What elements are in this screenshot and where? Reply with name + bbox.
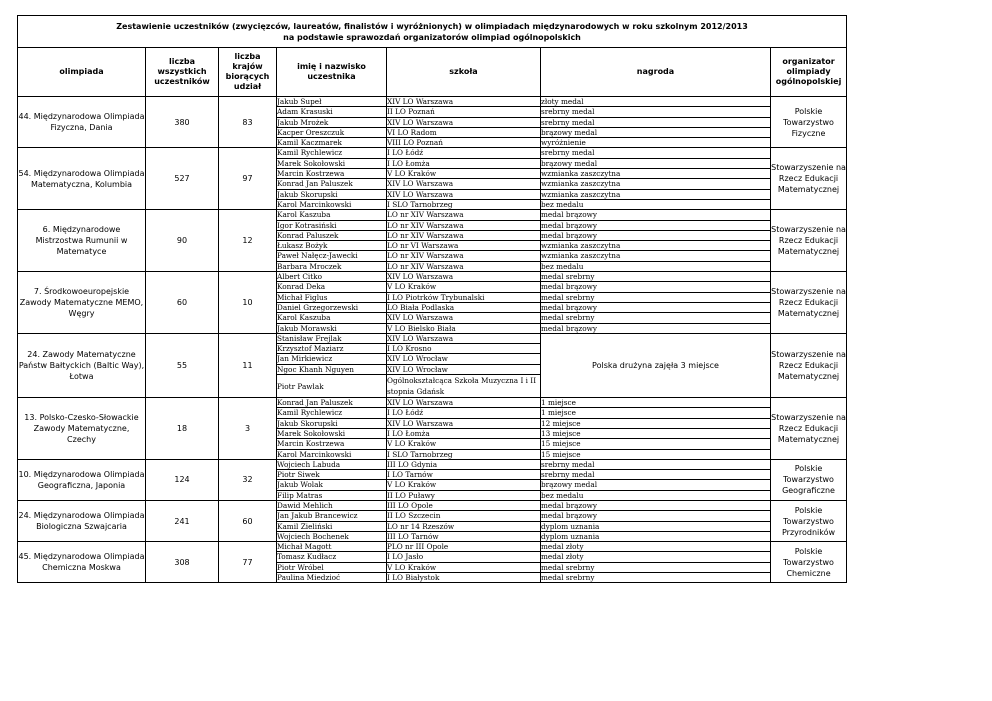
table-row (18, 97, 847, 107)
table-row (18, 148, 847, 158)
participants-count: 527 (146, 148, 219, 210)
participant-school: III LO Opole (387, 500, 541, 510)
participant-award: brązowy medal (541, 127, 771, 137)
olympiad-name: 44. Międzynarodowa Olimpiada Fizyczna, Dania (18, 97, 146, 148)
participant-name: Jakub Skorupski (277, 418, 387, 428)
participant-award: srebrny medal (541, 148, 771, 158)
participant-award: medal srebrny (541, 573, 771, 583)
participant-name: Konrad Deka (277, 282, 387, 292)
participant-name: Marek Sokołowski (277, 428, 387, 438)
participants-count: 308 (146, 542, 219, 583)
organizer-name: Polskie Towarzystwo Przyrodników (771, 500, 847, 541)
participant-name: Dawid Mehlich (277, 500, 387, 510)
organizer-name: Stowarzyszenie na Rzecz Edukacji Matematycznej (771, 272, 847, 334)
header-participants: liczba wszystkich uczestników (146, 48, 219, 97)
participant-name: Marcin Kostrzewa (277, 169, 387, 179)
olympiad-name: 7. Środkowoeuropejskie Zawody Matematyczne MEMO, Węgry (18, 272, 146, 334)
countries-count: 11 (219, 333, 277, 397)
participant-school: I LO Łomża (387, 428, 541, 438)
participant-name: Wojciech Labuda (277, 459, 387, 469)
participant-name: Karol Kaszuba (277, 210, 387, 220)
participant-award: dyplom uznania (541, 521, 771, 531)
participant-school: LO nr VI Warszawa (387, 241, 541, 251)
participant-school: LO nr 14 Rzeszów (387, 521, 541, 531)
participant-school: V LO Bielsko Biała (387, 323, 541, 333)
participant-school: V LO Kraków (387, 480, 541, 490)
participant-award: medal brązowy (541, 282, 771, 292)
participant-award: wzmianka zaszczytna (541, 189, 771, 199)
participant-school: III LO Gdynia (387, 459, 541, 469)
participant-school: LO nr XIV Warszawa (387, 251, 541, 261)
participant-name: Filip Matras (277, 490, 387, 500)
olympiad-name: 6. Międzynarodowe Mistrzostwa Rumunii w Matematyce (18, 210, 146, 272)
participants-count: 241 (146, 500, 219, 541)
participant-school: VI LO Radom (387, 127, 541, 137)
participant-school: XIV LO Warszawa (387, 313, 541, 323)
countries-count: 97 (219, 148, 277, 210)
participant-school: PLO nr III Opole (387, 542, 541, 552)
title-line-2: na podstawie sprawozdań organizatorów olimpiad ogólnopolskich (283, 32, 581, 42)
participant-award: wzmianka zaszczytna (541, 241, 771, 251)
participant-award: medal srebrny (541, 313, 771, 323)
participant-award: 12 miejsce (541, 418, 771, 428)
organizer-name: Stowarzyszenie na Rzecz Edukacji Matematycznej (771, 210, 847, 272)
participant-school: I LO Białystok (387, 573, 541, 583)
table-title (18, 16, 847, 48)
table-row (18, 210, 847, 220)
participant-school: I LO Piotrków Trybunalski (387, 292, 541, 302)
participant-name: Karol Marcinkowski (277, 449, 387, 459)
participant-award: wzmianka zaszczytna (541, 251, 771, 261)
participant-name: Jan Jakub Brancewicz (277, 511, 387, 521)
participant-school: I LO Tarnów (387, 470, 541, 480)
participant-name: Jakub Skorupski (277, 189, 387, 199)
participant-award: medal brązowy (541, 511, 771, 521)
participant-name: Karol Marcinkowski (277, 199, 387, 209)
participant-school: V LO Kraków (387, 562, 541, 572)
participant-school: LO nr XIV Warszawa (387, 230, 541, 240)
participant-school: LO nr XIV Warszawa (387, 210, 541, 220)
participants-count: 124 (146, 459, 219, 500)
participants-count: 55 (146, 333, 219, 397)
participant-award: bez medalu (541, 199, 771, 209)
participant-school: V LO Kraków (387, 439, 541, 449)
participant-award: bez medalu (541, 261, 771, 271)
participant-award: medal brązowy (541, 500, 771, 510)
participant-name: Wojciech Bochenek (277, 531, 387, 541)
header-organizer: organizator olimpiady ogólnopolskiej (771, 48, 847, 97)
participant-name: Kamil Kaczmarek (277, 138, 387, 148)
table-row (18, 272, 847, 282)
participant-school: V LO Kraków (387, 169, 541, 179)
countries-count: 12 (219, 210, 277, 272)
participant-award: medal brązowy (541, 230, 771, 240)
table-row (18, 333, 847, 343)
title-line-1: Zestawienie uczestników (zwycięzców, laureatów, finalistów i wyróżnionych) w olimpiadach międzynarodowych w roku szkolnym 2012/2013 (116, 21, 748, 31)
organizer-name: Stowarzyszenie na Rzecz Edukacji Matematycznej (771, 333, 847, 397)
participant-school: I SLO Tarnobrzeg (387, 449, 541, 459)
countries-count: 3 (219, 398, 277, 460)
participant-name: Ngoc Khanh Nguyen (277, 364, 387, 374)
header-name: imię i nazwisko uczestnika (277, 48, 387, 97)
participant-award: medal złoty (541, 552, 771, 562)
participant-award: medal srebrny (541, 562, 771, 572)
participant-name: Michał Magott (277, 542, 387, 552)
participant-name: Jakub Morawski (277, 323, 387, 333)
participant-name: Marek Sokołowski (277, 158, 387, 168)
participant-award: medal brązowy (541, 323, 771, 333)
participant-award: medal srebrny (541, 292, 771, 302)
participant-award: dyplom uznania (541, 531, 771, 541)
participant-name: Barbara Mroczek (277, 261, 387, 271)
olympiad-name: 13. Polsko-Czesko-Słowackie Zawody Matematyczne, Czechy (18, 398, 146, 460)
header-olympiad: olimpiada (18, 48, 146, 97)
participant-name: Stanisław Frejlak (277, 333, 387, 343)
participant-award: medal srebrny (541, 272, 771, 282)
header-award: nagroda (541, 48, 771, 97)
participant-award: 13 miejsce (541, 428, 771, 438)
participant-name: Łukasz Bożyk (277, 241, 387, 251)
participant-school: LO nr XIV Warszawa (387, 261, 541, 271)
participant-school: II LO Poznań (387, 107, 541, 117)
participant-award: 15 miejsce (541, 449, 771, 459)
countries-count: 10 (219, 272, 277, 334)
participant-award: medal brązowy (541, 302, 771, 312)
participant-name: Kamil Rychlewicz (277, 408, 387, 418)
table-row (18, 459, 847, 469)
olympiad-name: 10. Międzynarodowa Olimpiada Geograficzna, Japonia (18, 459, 146, 500)
participant-name: Krzysztof Maziarz (277, 344, 387, 354)
participant-name: Kacper Oreszczuk (277, 127, 387, 137)
participant-school: II LO Puławy (387, 490, 541, 500)
participant-school: XIV LO Warszawa (387, 117, 541, 127)
participant-award: 1 miejsce (541, 408, 771, 418)
participant-name: Jakub Supeł (277, 97, 387, 107)
countries-count: 60 (219, 500, 277, 541)
participant-name: Konrad Jan Paluszek (277, 179, 387, 189)
participant-name: Piotr Siwek (277, 470, 387, 480)
participant-school: I LO Łomża (387, 158, 541, 168)
participant-award: wzmianka zaszczytna (541, 169, 771, 179)
participant-name: Kamil Zieliński (277, 521, 387, 531)
participant-name: Piotr Wróbel (277, 562, 387, 572)
participant-name: Marcin Kostrzewa (277, 439, 387, 449)
participant-school: I LO Łódź (387, 148, 541, 158)
participant-name: Jan Mirkiewicz (277, 354, 387, 364)
participant-award: wyróżnienie (541, 138, 771, 148)
participant-name: Konrad Paluszek (277, 230, 387, 240)
participant-school: XIV LO Warszawa (387, 398, 541, 408)
table-row (18, 542, 847, 552)
participant-school: XIV LO Warszawa (387, 418, 541, 428)
header-school: szkoła (387, 48, 541, 97)
participant-award: złoty medal (541, 97, 771, 107)
header-countries: liczba krajów biorących udział (219, 48, 277, 97)
participant-award: 15 miejsce (541, 439, 771, 449)
participant-school: XIV LO Warszawa (387, 179, 541, 189)
participant-name: Jakub Wolak (277, 480, 387, 490)
participant-school: XIV LO Warszawa (387, 333, 541, 343)
participant-school: LO Biała Podlaska (387, 302, 541, 312)
participant-name: Adam Krasuski (277, 107, 387, 117)
participant-school: I LO Jasło (387, 552, 541, 562)
participant-award: medal brązowy (541, 210, 771, 220)
participant-school: V LO Kraków (387, 282, 541, 292)
participant-award: srebrny medal (541, 107, 771, 117)
participant-award: wzmianka zaszczytna (541, 179, 771, 189)
participant-award: srebrny medal (541, 459, 771, 469)
participant-name: Konrad Jan Paluszek (277, 398, 387, 408)
olympiad-name: 24. Międzynarodowa Olimpiada Biologiczna Szwajcaria (18, 500, 146, 541)
participant-award: srebrny medal (541, 117, 771, 127)
participant-school: III LO Tarnów (387, 531, 541, 541)
participant-school: LO nr XIV Warszawa (387, 220, 541, 230)
participant-school: XIV LO Warszawa (387, 272, 541, 282)
participants-count: 60 (146, 272, 219, 334)
participant-award: medal brązowy (541, 220, 771, 230)
organizer-name: Polskie Towarzystwo Chemiczne (771, 542, 847, 583)
participant-award: medal złoty (541, 542, 771, 552)
participant-school: I LO Łódź (387, 408, 541, 418)
participant-award: brązowy medal (541, 480, 771, 490)
participant-name: Michał Figlus (277, 292, 387, 302)
participant-school: XIV LO Wrocław (387, 354, 541, 364)
participant-name: Paweł Nałęcz-Jawecki (277, 251, 387, 261)
organizer-name: Stowarzyszenie na Rzecz Edukacji Matematycznej (771, 398, 847, 460)
participants-count: 90 (146, 210, 219, 272)
participant-name: Tomasz Kudłacz (277, 552, 387, 562)
participant-school: I LO Krosno (387, 344, 541, 354)
countries-count: 83 (219, 97, 277, 148)
countries-count: 77 (219, 542, 277, 583)
organizer-name: Polskie Towarzystwo Geograficzne (771, 459, 847, 500)
participant-name: Daniel Grzegorzewski (277, 302, 387, 312)
olympiad-name: 45. Międzynarodowa Olimpiada Chemiczna Moskwa (18, 542, 146, 583)
participant-school: I SLO Tarnobrzeg (387, 199, 541, 209)
organizer-name: Polskie Towarzystwo Fizyczne (771, 97, 847, 148)
olympiad-results-table (17, 15, 847, 583)
participant-name: Kamil Rychlewicz (277, 148, 387, 158)
olympiad-name: 24. Zawody Matematyczne Państw Bałtyckich (Baltic Way), Łotwa (18, 333, 146, 397)
team-award: Polska drużyna zajęła 3 miejsce (541, 333, 771, 397)
participant-name: Karol Kaszuba (277, 313, 387, 323)
participant-school: XIV LO Warszawa (387, 189, 541, 199)
participant-award: srebrny medal (541, 470, 771, 480)
organizer-name: Stowarzyszenie na Rzecz Edukacji Matematycznej (771, 148, 847, 210)
participant-name: Piotr Pawlak (277, 375, 387, 398)
participant-school: XIV LO Wrocław (387, 364, 541, 374)
participant-name: Igor Kotrasiński (277, 220, 387, 230)
participant-school: Ogólnokształcąca Szkoła Muzyczna I i II stopnia Gdańsk (387, 375, 541, 398)
table-row (18, 500, 847, 510)
participant-name: Paulina Miedzioć (277, 573, 387, 583)
participant-award: brązowy medal (541, 158, 771, 168)
participant-name: Albert Citko (277, 272, 387, 282)
countries-count: 32 (219, 459, 277, 500)
participant-school: VIII LO Poznań (387, 138, 541, 148)
olympiad-name: 54. Międzynarodowa Olimpiada Matematyczna, Kolumbia (18, 148, 146, 210)
participant-award: 1 miejsce (541, 398, 771, 408)
participant-school: XIV LO Warszawa (387, 97, 541, 107)
participant-award: bez medalu (541, 490, 771, 500)
participant-school: II LO Szczecin (387, 511, 541, 521)
participants-count: 380 (146, 97, 219, 148)
table-row (18, 398, 847, 408)
participants-count: 18 (146, 398, 219, 460)
participant-name: Jakub Mrożek (277, 117, 387, 127)
